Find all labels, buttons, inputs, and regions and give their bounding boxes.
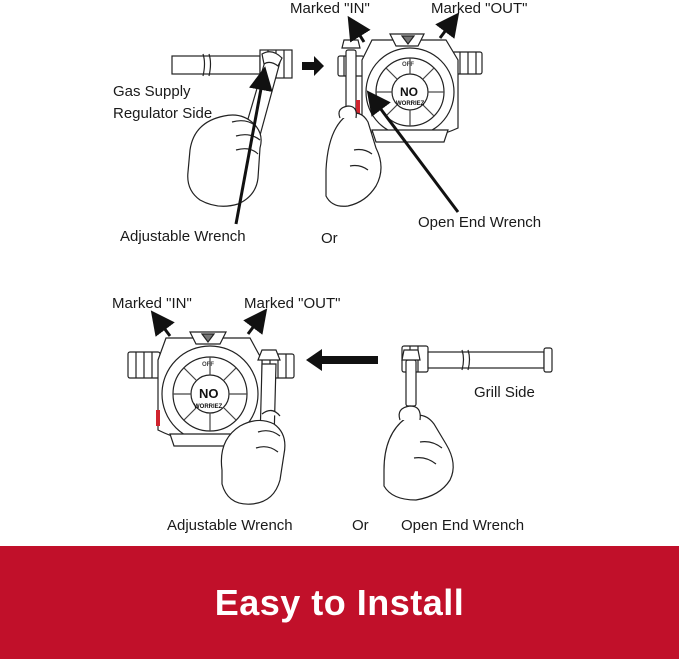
off-mark-bottom: OFF xyxy=(202,362,214,368)
banner xyxy=(0,546,679,659)
hand-bottom-right xyxy=(384,406,453,500)
grill-side-hose xyxy=(402,346,552,372)
label-marked-out-top: Marked "OUT" xyxy=(431,0,528,17)
label-open-end-wrench-top: Open End Wrench xyxy=(418,214,542,231)
hand-top-left xyxy=(188,115,261,206)
logo-top-top: NO xyxy=(400,85,418,99)
label-adjustable-wrench-bottom: Adjustable Wrench xyxy=(167,517,293,534)
label-gas-supply: Gas Supply xyxy=(113,83,191,100)
logo-bottom-bottom: WORRIEZ xyxy=(194,404,223,410)
logo-bottom-top: WORRIEZ xyxy=(396,101,425,107)
open-end-wrench-bottom xyxy=(402,350,420,406)
label-marked-in-top: Marked "IN" xyxy=(290,0,370,17)
label-marked-in-bottom: Marked "IN" xyxy=(112,295,192,312)
label-grill-side: Grill Side xyxy=(474,384,535,401)
logo-top-bottom: NO xyxy=(199,386,219,401)
label-regulator-side: Regulator Side xyxy=(113,105,213,122)
label-or-bottom: Or xyxy=(352,517,369,534)
off-mark-top: OFF xyxy=(402,62,414,68)
label-open-end-wrench-bottom: Open End Wrench xyxy=(401,517,525,534)
red-seal-bottom xyxy=(156,410,160,426)
label-marked-out-bottom: Marked "OUT" xyxy=(244,295,341,312)
label-or-top: Or xyxy=(321,230,338,247)
label-adjustable-wrench-top: Adjustable Wrench xyxy=(120,228,246,245)
banner-title: Easy to Install xyxy=(214,581,465,623)
